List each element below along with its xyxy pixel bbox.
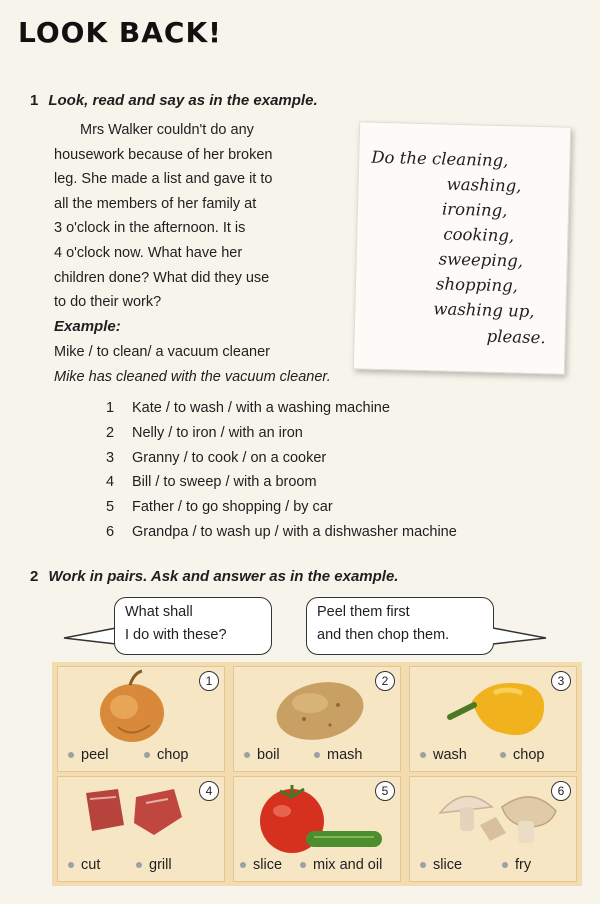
card-number: 5 bbox=[375, 781, 395, 801]
speech-bubble-right: Peel them first and then chop them. bbox=[306, 597, 494, 655]
card-number: 3 bbox=[551, 671, 571, 691]
example-answer: Mike has cleaned with the vacuum cleaner. bbox=[54, 369, 331, 385]
task1-heading bbox=[30, 92, 318, 109]
verb-chop: chop bbox=[500, 747, 544, 763]
food-card-1 bbox=[57, 666, 225, 772]
food-card-2 bbox=[233, 666, 401, 772]
story-line: to do their work? bbox=[54, 294, 162, 311]
verb-mix-and-oil: mix and oil bbox=[300, 857, 382, 873]
verb-wash: wash bbox=[420, 747, 467, 763]
exercise-list bbox=[106, 396, 457, 545]
list-item: 6 Grandpa / to wash up / with a dishwasher machine bbox=[106, 523, 457, 540]
handwritten-note bbox=[353, 121, 571, 374]
speech-bubble-left: What shall I do with these? bbox=[114, 597, 272, 655]
card-number: 1 bbox=[199, 671, 219, 691]
food-card-5 bbox=[233, 776, 401, 882]
note-line: ironing, bbox=[441, 199, 508, 221]
note-line: cooking, bbox=[443, 224, 515, 246]
page-title: LOOK BACK! bbox=[18, 16, 222, 49]
list-item: 3 Granny / to cook / on a cooker bbox=[106, 449, 327, 466]
card-number: 4 bbox=[199, 781, 219, 801]
note-line: shopping, bbox=[435, 274, 519, 296]
task2-heading bbox=[30, 568, 398, 585]
food-card-6 bbox=[409, 776, 577, 882]
story-paragraph bbox=[54, 118, 340, 315]
story-line: 3 o'clock in the afternoon. It is bbox=[54, 220, 246, 237]
note-line: sweeping, bbox=[438, 249, 524, 271]
verb-slice: slice bbox=[240, 857, 282, 873]
verb-chop: chop bbox=[144, 747, 188, 763]
food-panel bbox=[52, 662, 582, 886]
note-line: washing up, bbox=[433, 299, 535, 321]
note-line: please. bbox=[486, 326, 546, 348]
task1-number: 1 bbox=[30, 92, 39, 109]
note-line: washing, bbox=[446, 174, 522, 196]
list-item: 4 Bill / to sweep / with a broom bbox=[106, 474, 317, 491]
food-card-3 bbox=[409, 666, 577, 772]
list-item: 1 Kate / to wash / with a washing machine bbox=[106, 400, 390, 416]
bubble-left-tail bbox=[60, 620, 120, 650]
task1-instruction: Look, read and say as in the example. bbox=[48, 92, 318, 109]
card-number: 6 bbox=[551, 781, 571, 801]
verb-grill: grill bbox=[136, 857, 172, 873]
example-prompt: Mike / to clean/ a vacuum cleaner bbox=[54, 344, 270, 360]
story-line: Mrs Walker couldn't do any bbox=[80, 122, 254, 138]
verb-fry: fry bbox=[502, 857, 531, 873]
example-label: Example: bbox=[54, 318, 121, 335]
task2-instruction: Work in pairs. Ask and answer as in the example. bbox=[48, 568, 399, 585]
story-line: leg. She made a list and gave it to bbox=[54, 171, 273, 188]
verb-cut: cut bbox=[68, 857, 100, 873]
food-card-4 bbox=[57, 776, 225, 882]
story-line: all the members of her family at bbox=[54, 195, 257, 212]
verb-slice: slice bbox=[420, 857, 462, 873]
story-line: housework because of her broken bbox=[54, 146, 273, 163]
verb-boil: boil bbox=[244, 747, 280, 763]
story-line: 4 o'clock now. What have her bbox=[54, 244, 243, 261]
verb-mash: mash bbox=[314, 747, 362, 763]
list-item: 5 Father / to go shopping / by car bbox=[106, 499, 333, 516]
card-number: 2 bbox=[375, 671, 395, 691]
task2-number: 2 bbox=[30, 568, 39, 585]
verb-peel: peel bbox=[68, 747, 108, 763]
list-item: 2 Nelly / to iron / with an iron bbox=[106, 424, 303, 441]
story-line: children done? What did they use bbox=[54, 269, 270, 286]
note-line: Do the cleaning, bbox=[371, 147, 509, 171]
bubble-right-tail bbox=[490, 620, 550, 650]
